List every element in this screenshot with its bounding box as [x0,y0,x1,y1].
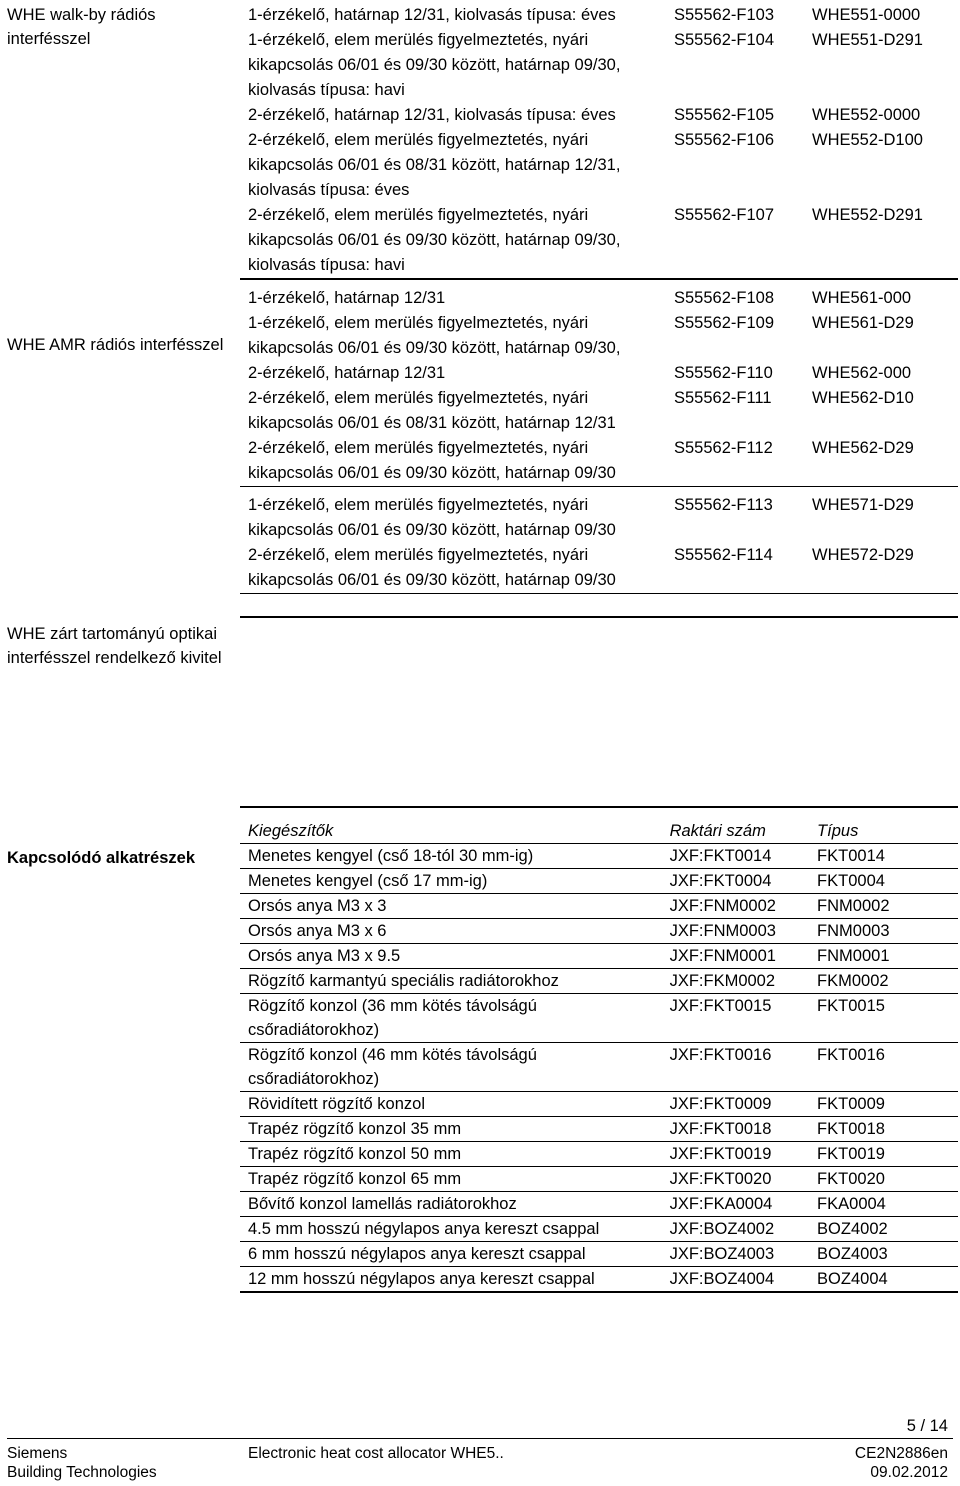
accessory-type: FKT0019 [809,1142,958,1167]
order-number: S55562-F113 [674,496,773,514]
accessory-stock-number: JXF:BOZ4002 [662,1217,809,1242]
order-number: S55562-F109 [674,314,774,332]
type-code: WHE571-D29 [812,496,914,514]
product-description: 2-érzékelő, elem merülés figyelmeztetés, nyári kikapcsolás 06/01 és 09/30 között, határnap 09/30 [248,439,616,482]
accessory-row [240,1167,958,1192]
accessory-stock-number: JXF:FKT0015 [662,994,809,1043]
footer-division: Building Technologies [7,1464,157,1481]
accessory-stock-number: JXF:FKT0019 [662,1142,809,1167]
accessory-row [240,1217,958,1242]
accessory-name: Rögzítő konzol (46 mm kötés távolságú csőradiátorokhoz) [240,1043,662,1092]
type-code: WHE552-0000 [812,106,921,124]
accessory-type: FKT0004 [809,869,958,894]
accessory-row [240,1242,958,1267]
type-code: WHE551-D291 [812,31,923,49]
order-number: S55562-F105 [674,106,774,124]
accessory-stock-number: JXF:BOZ4003 [662,1242,809,1267]
accessory-stock-number: JXF:FNM0002 [662,894,809,919]
product-row [240,203,958,278]
header-stock-number: Raktári szám [662,817,809,844]
product-row [240,436,958,486]
order-number: S55562-F114 [674,546,773,564]
product-row [240,128,958,203]
accessory-type: FKA0004 [809,1192,958,1217]
type-code: WHE561-D29 [812,314,914,332]
accessory-type: FKT0018 [809,1117,958,1142]
accessory-name: Trapéz rögzítő konzol 65 mm [240,1167,662,1192]
accessory-type: BOZ4002 [809,1217,958,1242]
accessory-type: BOZ4003 [809,1242,958,1267]
empty-row [240,593,958,618]
type-code: WHE552-D291 [812,206,923,224]
product-description: 2-érzékelő, határnap 12/31 [248,364,446,382]
accessory-stock-number: JXF:FKT0009 [662,1092,809,1117]
accessories-table [240,817,958,1293]
label-optical: WHE zárt tartományú optikai interfésszel rendelkező kivitel [7,625,222,667]
order-number: S55562-F108 [674,289,774,307]
accessory-name: Menetes kengyel (cső 17 mm-ig) [240,869,662,894]
accessories-top-rule [240,806,958,808]
page-number: 5 / 14 [906,1417,948,1435]
section-optical [240,493,958,593]
accessory-name: Trapéz rögzítő konzol 35 mm [240,1117,662,1142]
type-code: WHE562-D29 [812,439,914,457]
accessory-type: FNM0002 [809,894,958,919]
footer-rule [7,1438,953,1439]
accessory-row [240,869,958,894]
accessory-row [240,969,958,994]
footer-left [7,1444,157,1482]
accessory-stock-number: JXF:FKT0020 [662,1167,809,1192]
accessory-stock-number: JXF:BOZ4004 [662,1267,809,1293]
product-description: 1-érzékelő, elem merülés figyelmeztetés, nyári kikapcsolás 06/01 és 09/30 között, határnap 09/30 [248,496,616,539]
accessory-row [240,1043,958,1092]
label-amr: WHE AMR rádiós interfésszel [7,336,224,354]
label-related-parts: Kapcsolódó alkatrészek [7,849,195,867]
product-row [240,286,958,311]
accessory-type: FKM0002 [809,969,958,994]
accessory-row [240,894,958,919]
accessory-row [240,1267,958,1293]
accessory-stock-number: JXF:FKT0016 [662,1043,809,1092]
accessory-stock-number: JXF:FNM0001 [662,944,809,969]
product-row [240,493,958,543]
order-number: S55562-F106 [674,131,774,149]
accessory-name: Orsós anya M3 x 6 [240,919,662,944]
order-number: S55562-F111 [674,389,772,407]
product-description: 2-érzékelő, elem merülés figyelmeztetés, nyári kikapcsolás 06/01 és 09/30 között, határnap 09/30 [248,546,616,589]
order-number: S55562-F112 [674,439,773,457]
accessory-name: Rögzítő konzol (36 mm kötés távolságú csőradiátorokhoz) [240,994,662,1043]
product-row [240,28,958,103]
product-description: 1-érzékelő, elem merülés figyelmeztetés, nyári kikapcsolás 06/01 és 09/30 között, határnap 09/30, [248,314,621,357]
accessory-name: 6 mm hosszú négylapos anya kereszt csappal [240,1242,662,1267]
accessory-stock-number: JXF:FKT0018 [662,1117,809,1142]
accessory-row [240,994,958,1043]
product-description: 2-érzékelő, elem merülés figyelmeztetés, nyári kikapcsolás 06/01 és 09/30 között, határnap 09/30, kiolvasás típusa: havi [248,206,621,274]
accessory-type: FKT0015 [809,994,958,1043]
product-row [240,103,958,128]
product-description: 1-érzékelő, elem merülés figyelmeztetés, nyári kikapcsolás 06/01 és 09/30 között, határnap 09/30, kiolvasás típusa: havi [248,31,621,99]
accessory-row [240,919,958,944]
product-description: 2-érzékelő, elem merülés figyelmeztetés, nyári kikapcsolás 06/01 és 08/31 között, határnap 12/31 [248,389,616,432]
order-number: S55562-F104 [674,31,774,49]
accessory-stock-number: JXF:FNM0003 [662,919,809,944]
accessory-row [240,1192,958,1217]
header-accessories: Kiegészítők [240,817,662,844]
type-code: WHE561-000 [812,289,912,307]
accessory-type: FKT0020 [809,1167,958,1192]
type-code: WHE551-0000 [812,6,921,24]
accessory-stock-number: JXF:FKT0004 [662,869,809,894]
type-code: WHE552-D100 [812,131,923,149]
label-walkby: WHE walk-by rádiós interfésszel [7,6,156,48]
product-row [240,3,958,28]
product-description: 2-érzékelő, határnap 12/31, kiolvasás típusa: éves [248,106,616,124]
section-amr [240,286,958,487]
product-description: 2-érzékelő, elem merülés figyelmeztetés, nyári kikapcsolás 06/01 és 08/31 között, határnap 12/31, kiolvasás típusa: éves [248,131,621,199]
order-number: S55562-F107 [674,206,774,224]
section-walkby [240,3,958,280]
footer-product: Electronic heat cost allocator WHE5.. [248,1445,504,1462]
accessory-name: Rövidített rögzítő konzol [240,1092,662,1117]
accessory-row [240,944,958,969]
accessory-row [240,844,958,869]
footer-doc-id: CE2N2886en [854,1445,948,1462]
type-code: WHE562-D10 [812,389,914,407]
accessory-name: Trapéz rögzítő konzol 50 mm [240,1142,662,1167]
accessory-row [240,1092,958,1117]
accessory-type: FNM0001 [809,944,958,969]
accessory-name: 4.5 mm hosszú négylapos anya kereszt csappal [240,1217,662,1242]
accessory-stock-number: JXF:FKA0004 [662,1192,809,1217]
order-number: S55562-F103 [674,6,774,24]
accessory-type: BOZ4004 [809,1267,958,1293]
product-row [240,386,958,436]
order-number: S55562-F110 [674,364,773,382]
accessory-name: Orsós anya M3 x 9.5 [240,944,662,969]
accessory-name: Bővítő konzol lamellás radiátorokhoz [240,1192,662,1217]
footer-company: Siemens [7,1445,68,1462]
type-code: WHE572-D29 [812,546,914,564]
accessory-type: FKT0016 [809,1043,958,1092]
product-description: 1-érzékelő, határnap 12/31 [248,289,446,307]
footer-center [248,1444,504,1463]
accessory-stock-number: JXF:FKT0014 [662,844,809,869]
product-table [240,3,958,618]
accessory-row [240,1142,958,1167]
accessory-type: FKT0009 [809,1092,958,1117]
footer-date: 09.02.2012 [870,1464,948,1481]
footer-right [855,1444,948,1482]
accessory-name: Menetes kengyel (cső 18-tól 30 mm-ig) [240,844,662,869]
header-type: Típus [809,817,958,844]
accessory-type: FKT0014 [809,844,958,869]
product-row [240,311,958,361]
accessory-name: Rögzítő karmantyú speciális radiátorokhoz [240,969,662,994]
product-row [240,543,958,593]
type-code: WHE562-000 [812,364,912,382]
accessory-stock-number: JXF:FKM0002 [662,969,809,994]
product-row [240,361,958,386]
accessories-header-row [240,817,958,844]
accessory-type: FNM0003 [809,919,958,944]
product-description: 1-érzékelő, határnap 12/31, kiolvasás típusa: éves [248,6,616,24]
accessory-row [240,1117,958,1142]
accessory-name: Orsós anya M3 x 3 [240,894,662,919]
accessory-name: 12 mm hosszú négylapos anya kereszt csappal [240,1267,662,1293]
